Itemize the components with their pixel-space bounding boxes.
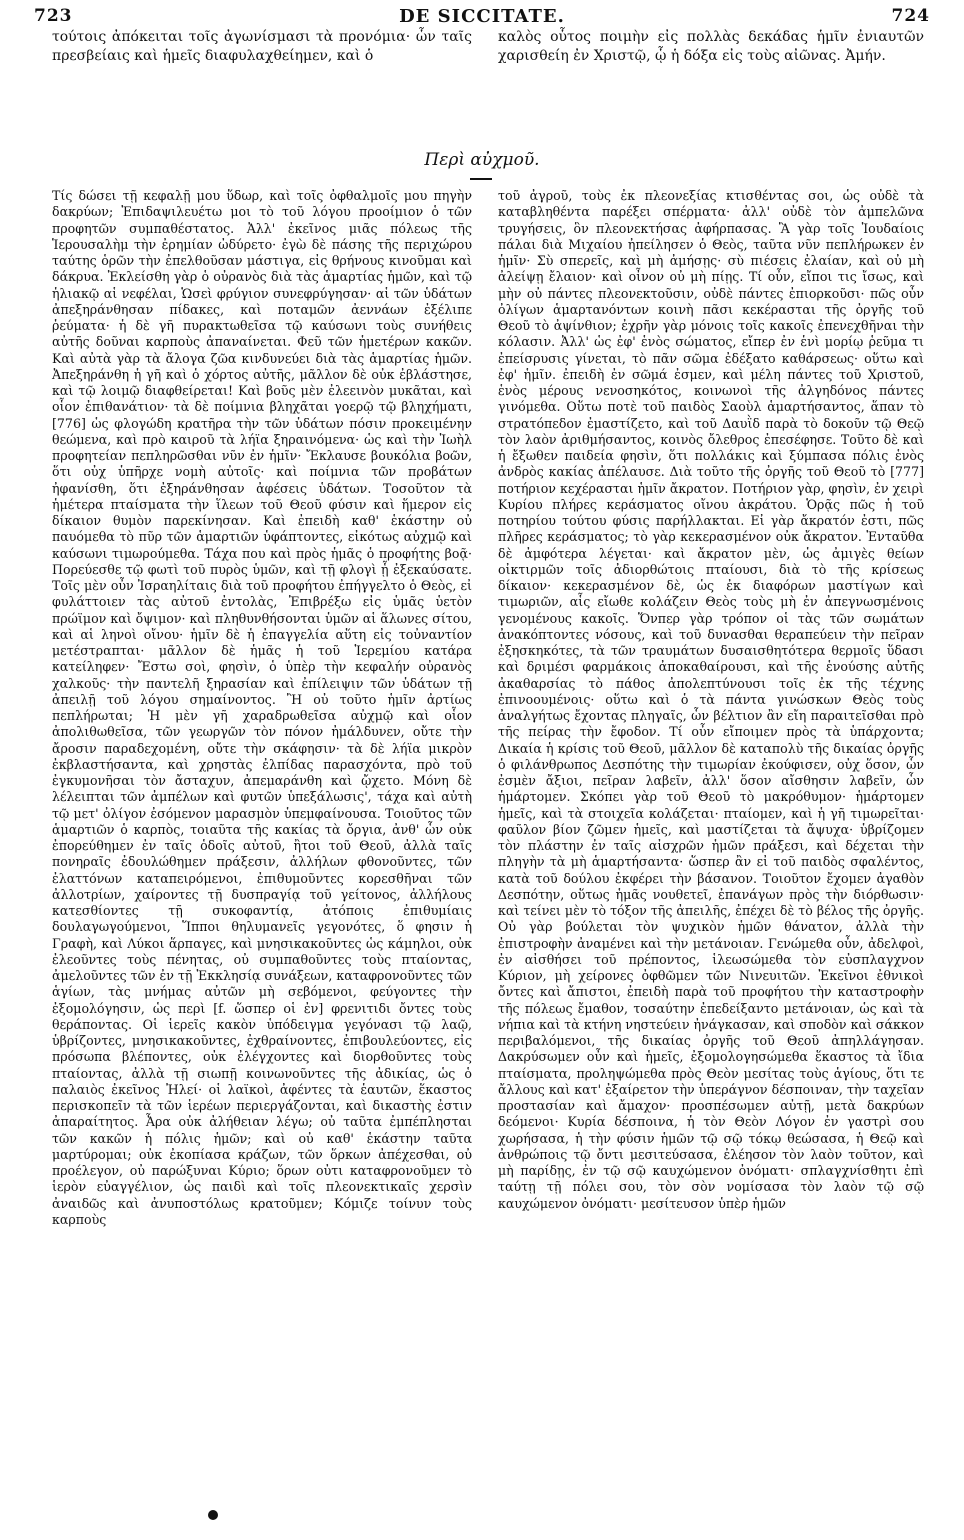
body-text-right: τοῦ ἀγροῦ, τοὺς ἐκ πλεονεξίας κτισθέντας σοι, ὡς οὐδὲ τὰ καταβληθέντα παρέξει σπέρματα· ἀλλ' οὐδὲ τὸν ἀμπελῶνα τρυγήσεις, ὃν πλεονεκτήσας ἀφήρπασας. Ἃ γὰρ τοῖς Ἰουδαίοις πάλαι διὰ Μιχαίου ἠπείλησεν ὁ Θεὸς, ταῦτα νῦν πεπλήρωκεν ἐν ἡμῖν· Σὺ σπερεῖς, καὶ μὴ ἀμήσῃς· σὺ πιέσεις ἐλαίαν, καὶ οὐ μὴ ἀλείψῃ ἔλαιον· καὶ οἶνον οὐ μὴ πίῃς. Τί οὖν, εἴποι τις ἴσως, καὶ μὴν οὐ πάντες πλεονεκτοῦσιν, οὐδὲ πάντες ἐπιορκοῦσι· πῶς οὖν ὀλίγων ἁμαρτανόντων κοινὴ πᾶσι κεκέρασται τῆς ὀργῆς τοῦ Θεοῦ τὸ ἀψίνθιον; ἐχρῆν γὰρ μόνοις τοῖς κακοῖς ἐπενεχθῆναι τὴν κόλασιν. Ἀλλ' ὡς ἐφ' ἑνὸς σώματος, εἴπερ ἐν ἑνὶ μορίῳ ῥεῦμα τι ἐπείσρυσις γίνεται, τὸ πᾶν σῶμα ἐδέξατο καθάρσεως· οὕτω καὶ ἐφ' ἡμῖν. ἐπειδὴ ἐν σῶμά ἐσμεν, καὶ μέλη πάντες τοῦ Χριστοῦ, ἑνὸς μέρους νενοσηκότος, κοινωνοὶ τῆς ἀλγηδόνος πάντες γινόμεθα. Οὕτω ποτὲ τοῦ παιδὸς Σαοὺλ ἁμαρτήσαντος, ἅπαν τὸ στρατόπεδον ἐμαστίζετο, καὶ τοῦ Δαυῒδ παρὰ τὸ δοκοῦν τῷ Θεῷ τὸν λαὸν ἀριθμήσαντος, κοινὸς ὄλεθρος ἐπεσέφησε. Τοῦτο δὲ καὶ ἡ ἔξωθεν παιδεία φησὶν, ὅτι πολλάκις καὶ ξύμπασα πόλις ἑνὸς ἀνδρὸς κακίας ἀπέλαυσε. Διὰ τοῦτο τῆς ὀργῆς τοῦ Θεοῦ τὸ [777] ποτήριον κεχέρασται ἡμῖν ἄκρατον. Ποτήριον γὰρ, φησὶν, ἐν χειρὶ Κυρίου πλήρες κεράσματος οἴνου ἀκράτου. Ὁρᾷς πῶς ἡ τοῦ ποτηρίου τούτου φύσις παρήλλακται. Εἰ γὰρ ἄκρατόν ἐστι, πῶς πλῆρες κεράσματος; τὸ γὰρ κεκερασμένον οὐκ ἄκρατον. Ἐνταῦθα δὲ ἀμφότερα λέγεται· καὶ ἄκρατον μὲν, ὡς ἀμιγὲς θείων οἰκτιρμῶν τοῖς ἀδιορθώτοις πταίουσι, διὰ τὸ τῆς κρίσεως δίκαιον· κεκερασμένον δὲ, ὡς ἐκ διαφόρων μαστίγων καὶ τιμωριῶν, αἷς εἴωθε κολάζειν Θεὸς τοὺς μὴ ἐν ἀπεγνωσμένοις γενομένους κακοῖς. Ὅνπερ γὰρ τρόπον οἱ τὰς τῶν σωμάτων ἀνακόπτοντες νόσους, καὶ τοῦ δυνασθαι θεραπεύειν τὴν πεῖραν ἐξησκηκότες, τὰ τῶν τραυμάτων δυσαισθητότερα θερμοῖς ὕδασι καὶ δριμέσι φαρμάκοις ἀποκαθαίρουσι, καὶ τῆς ἑνούσης αὐτῆς ἀκαθαρσίας τὸ πάθος ἀπολεπτύνουσι τοῖς ἐκ τῆς τέχνης ἐπινοουμένοις· οὕτω καὶ ὁ τὰ πάντα γινώσκων Θεὸς τοὺς ἀναλγήτως ἔχοντας πληγαῖς, ὧν βέλτιον ἂν εἴη παραιτεῖσθαι πρὸ τῆς πείρας τὴν ἔφοδον. Τί οὖν εἴποιμεν πρὸς τὰ ὑπάρχοντα; Δικαία ἡ κρίσις τοῦ Θεοῦ, μᾶλλον δὲ καταπολὺ τῆς δικαίας ὀργῆς ὁ φιλάνθρωπος Δεσπότης τὴν τιμωρίαν ἐκούφισεν, οὐχ ὅσον, ὧν ἐσμὲν ἄξιοι, πεῖραν λαβεῖν, ἀλλ' ὅσον αἴσθησιν λαβεῖν, ὧν ἡμάρτομεν. Σκόπει γὰρ τοῦ Θεοῦ τὸ μακρόθυμον· ἡμάρτομεν ἡμεῖς, καὶ τὰ στοιχεῖα κολάζεται· πταίομεν, καὶ ἡ γῆ τιμωρεῖται· φαῦλον βίον ζῶμεν ἡμεῖς, καὶ μαστίζεται τὰ ἄψυχα· ὑβρίζομεν τὸν πλάστην ἐν ταῖς αἰσχρῶν ἡμῶν πράξεσι, καὶ δέχεται τὴν πληγὴν τὰ μὴ ἁμαρτήσαντα· ὥσπερ ἂν εἰ τοῦ παιδὸς σφαλέντος, κατὰ τοῦ δούλου ἐκφέρει τὴν βάσανον. Τοιοῦτον ἔχομεν ἀγαθὸν Δεσπότην, οὕτως ἡμᾶς νουθετεῖ, ἐπανάγων πρὸς τὴν διόρθωσιν· καὶ τείνει μὲν τὸ τόξον τῆς ἀπειλῆς, ἐπέχει δὲ τὸ βέλος τῆς ὀργῆς. Οὐ γὰρ βούλεται τὸν ψυχικὸν ἡμῶν θάνατον, ἀλλὰ τὴν ἐπιστροφὴν ἀναμένει καὶ τὴν μετάνοιαν. Γενώμεθα οὖν, ἀδελφοὶ, ἐν αἰσθήσει τοῦ πρέποντος, ἱλεωσώμεθα τὸν εὐσπλαγχνον Κύριον, μὴ χείρονες ὀφθῶμεν τῶν Νινευιτῶν. Ἐκεῖνοι ἐθνικοὶ ὄντες καὶ ἄπιστοι, ἐπειδὴ παρὰ τοῦ προφήτου τὴν καταστροφὴν τῆς πόλεως ἔμαθον, τοσαύτην ἐπεδείξαντο μετάνοιαν, ὡς καὶ τὰ νήπια καὶ τὰ κτήνη νηστεύειν ἠνάγκασαν, καὶ σποδὸν καὶ σάκκον περιβαλόμενοι, τῆς δικαίας ὀργῆς τοῦ Θεοῦ ἀπηλλάγησαν. Δακρύσωμεν οὖν καὶ ἡμεῖς, ἐξομολογησώμεθα ἕκαστος τὰ ἴδια πταίσματα, προληψώμεθα πρὸς Θεὸν μεσίτας τοὺς ἁγίους, ὅτι τε ἄλλους καὶ κατ' ἐξαίρετον τὴν ὑπεράγνον δέσποιναν, τὴν ταχεῖαν προστασίαν καὶ ἄμαχον· προσπέσωμεν αὐτῇ, μετὰ δακρύων δεόμενοι· Κυρία δέσποινα, ἡ τὸν Θεὸν Λόγον ἐν γαστρὶ σου χωρήσασα, ἡ τὴν φύσιν ἡμῶν τῷ σῷ τόκῳ θεώσασα, ἡ Θεῷ καὶ ἀνθρώποις τῷ ὄντι μεσιτεύσασα, ἐλέησον τὸν λαὸν τοῦτον, καὶ μὴ παρίδῃς, ἐν τῷ σῷ καυχώμενον ὀνόματι· σπλαγχνίσθητι ἐπὶ ταύτῃ τῇ πόλει σου, τὸν σὸν νομίσασα τὸν λαὸν τῷ σῷ καυχώμενον ὀνόματι· μεσίτευσον ὑπὲρ ἡμῶν — [498, 188, 924, 1211]
title-rule — [470, 178, 492, 180]
top-continuation-right: καλὸς οὗτος ποιμὴν εἰς πολλὰς δεκάδας ἡμῖν ἐνιαυτῶν χαρισθείη ἐν Χριστῷ, ᾧ ἡ δόξα εἰς τοὺς αἰῶνας. Ἀμήν. — [498, 29, 924, 64]
running-head: DE SICCITATE. — [399, 6, 565, 27]
ink-dot — [208, 1510, 218, 1520]
page-number-right: 724 — [891, 6, 930, 26]
page-number-left: 723 — [34, 6, 73, 26]
body-column-left — [52, 188, 472, 1228]
top-continuation-left: τούτοις ἀπόκειται τοῖς ἀγωνίσμασι τὰ προνόμια· ὧν ταῖς πρεσβείαις καὶ ἡμεῖς διαφυλαχθείημεν, καὶ ὁ — [52, 29, 472, 64]
body-column-right — [498, 188, 924, 1212]
section-title: Περὶ αὐχμοῦ. — [424, 150, 540, 170]
body-text-left: Τίς δώσει τῇ κεφαλῇ μου ὕδωρ, καὶ τοῖς ὀφθαλμοῖς μου πηγὴν δακρύων; Ἐπιδαψιλευέτω μοι τὸ τοῦ λόγου προοίμιον ὁ τῶν προφητῶν συμπαθέστατος. Ἀλλ' ἐκεῖνος μιᾶς πόλεως τῆς Ἱερουσαλὴμ τὴν ἐρημίαν ὠδύρετο· ἐγὼ δὲ πάσης τῆς περιχώρου ταύτης ὁρῶν τὴν ἐπελθοῦσαν μάστιγα, εἰς θρήνους κινοῦμαι καὶ δάκρυα. Ἐκλείσθη γὰρ ὁ οὐρανὸς διὰ τὰς ἁμαρτίας ἡμῶν, καὶ τῷ ἡλιακῷ αἱ νεφέλαι, Ὡσεὶ φρύγιον συνεφρύγησαν· αἱ τῶν ὑδάτων ἀπεξηράνθησαν πίδακες, καὶ ποταμῶν ἀεννάων ἐξέλιπε ῥεύματα· ἡ δὲ γῆ πυρακτωθεῖσα τῷ καύσωνι τοὺς συνήθεις αὐτῆς δοῦναι καρποὺς ἀπαναίνεται. Φεῦ τῶν ἡμετέρων κακῶν. Καὶ αὐτὰ γὰρ τὰ ἄλογα ζῶα κινδυνεύει διὰ τὰς ἁμαρτίας ἡμῶν. Ἀπεξηράνθη ἡ γῆ καὶ ὁ χόρτος αὐτῆς, μᾶλλον δὲ οὐκ ἐβλάστησε, καὶ τῷ λοιμῷ διαφθείρεται! Καὶ βοῦς μὲν ἐλεεινὸν μυκᾶται, καὶ οἷον ἐπιθανάτιον· τὰ δὲ ποίμνια βληχᾶται γοερῷ τῷ βληχήματι, [776] ὡς φλογώδη κρατῆρα τὴν τῶν ὑδάτων πόσιν προκειμένην θεώμενα, καὶ πρὸ καιροῦ τὰ λήϊα ξηραινόμενα· ὡς καὶ τὴν Ἰωὴλ προφητείαν πεπληρῶσθαι νῦν ἐν ἡμῖν· Ἔκλαυσε βουκόλια βοῶν, ὅτι οὐχ ὑπῆρχε νομὴ αὐτοῖς· καὶ ποίμνια τῶν προβάτων ἠφανίσθη, ὅτι ἐξηράνθησαν ἀφέσεις ὑδάτων. Τοσοῦτον τὰ ἡμέτερα πταίσματα τὴν ἵλεων τοῦ Θεοῦ φύσιν καὶ ἥμερον εἰς δίκαιον θυμὸν παρεκίνησαν. Καὶ ἐπειδὴ καθ' ἑκάστην οὐ παυόμεθα τὸ πῦρ τῶν ἁμαρτιῶν ὑφάπτοντες, εἰκότως αὐχμῷ καὶ καύσωνι τιμωρούμεθα. Τάχα που καὶ πρὸς ἡμᾶς ὁ προφήτης βοᾷ· Πορεύεσθε τῷ φωτὶ τοῦ πυρὸς ὑμῶν, καὶ τῇ φλογὶ ᾗ ἐξεκαύσατε. Τοῖς μὲν οὖν Ἰσραηλίταις διὰ τοῦ προφήτου ἐπήγγελτο ὁ Θεὸς, εἰ φυλάττοιεν τὰς αὐτοῦ ἐντολὰς, Ἐπιβρέξω εἰς ὑμᾶς ὑετὸν πρώϊμον καὶ ὄψιμον· καὶ πληθυνθήσονται ὑμῶν αἱ ἅλωνες σίτου, καὶ αἱ ληνοὶ οἴνου· ἡμῖν δὲ ἡ ἐπαγγελία αὕτη εἰς τοὐναντίον μετέστραπται· μᾶλλον δὲ ἡμᾶς ἡ τοῦ Ἱερεμίου κατάρα κατείληφεν· Ἔστω σοὶ, φησὶν, ὁ ὑπὲρ τὴν κεφαλήν οὐρανὸς χαλκοῦς· τὴν παντελῆ ξηρασίαν καὶ ἐπίλειψιν τῶν ὑδάτων τῇ ἀπειλῇ τοῦ λόγου σημαίνοντος. Ἢ οὐ τοῦτο ἡμῖν ἀρτίως πεπλήρωται; Ἡ μὲν γῆ χαραδρωθεῖσα αὐχμῷ καὶ οἷον ἀπολιθωθεῖσα, τῶν γεωργῶν τὸν πόνον ἠμάλδυνεν, οὔτε τὴν ἄροσιν παραδεχομένη, οὔτε τὴν σκάφησιν· τὰ δὲ λήϊα μικρὸν ἐκβλαστήσαντα, καὶ χρηστὰς ἐλπίδας παρασχόντα, πρὸ τοῦ ἐγκυμονῆσαι τὸν ἄσταχυν, ἀπεμαράνθη καὶ ᾤχετο. Μόνη δὲ λέλειπται τῶν ἀμπέλων καὶ φυτῶν ὑπεξάλωσις', τάχα καὶ αὐτὴ τῷ μετ' ὀλίγον ἐσόμενον μαρασμὸν ὑπεμφαίνουσα. Τοιοῦτος τῶν ἁμαρτιῶν ὁ καρπὸς, τοιαῦτα τῆς κακίας τὰ ὄργια, ἀνθ' ὧν οὐκ ἐπορεύθημεν ἐν ταῖς ὁδοῖς αὐτοῦ, ἢτοι τοῦ Θεοῦ, ἀλλὰ ταῖς πονηραῖς ἐδουλώθημεν πράξεσιν, ἀλλήλων φθονοῦντες, τῶν ἐλαττόνων καταπειρόμενοι, ἐπιθυμοῦντες κορεσθῆναι τῶν ἀλλοτρίων, χαίροντες τῇ δυσπραγίᾳ τοῦ γείτονος, ἀλλήλους κατεσθίοντες τῇ συκοφαντίᾳ, ἀτόποις ἐπιθυμίαις δουλαγωγούμενοι, Ἵπποι θηλυμανεῖς γεγονότες, ὅ φησιν ἡ Γραφὴ, καὶ Λύκοι ἅρπαγες, καὶ μνησικακοῦντες ὡς κάμηλοι, οὐκ ἐλεοῦντες τοὺς πένητας, οὐ συμπαθοῦντες τοὺς πταίοντας, ἀμελοῦντες τῶν ἐν τῇ Ἐκκλησίᾳ συνάξεων, καταφρονοῦντες τῶν ἁγίων, τὰς μνήμας αὐτῶν μὴ σεβόμενοι, φεύγοντες τὴν ἐξομολόγησιν, ὡς περὶ [f. ὥσπερ οἱ ἐν] φρενιτιδι ὄντες τοὺς θεράποντας. Οἱ ἱερεῖς κακὸν ὑπόδειγμα γεγόνασι τῷ λαῷ, ὑβρίζοντες, μνησικακοῦντες, ἐχθραίνοντες, ἐπιβουλεύοντες, εἰς πρόσωπα βλέποντες, οὐκ ἐλέγχοντες καὶ διορθοῦντες τοὺς πταίοντας, ἀλλὰ τῇ σιωπῇ κοινωνοῦντες τῆς ἀδικίας, ὡς ὁ παλαιὸς ἐκεῖνος Ἠλεί· οἱ λαϊκοὶ, ἀφέντες τὰ ἑαυτῶν, ἕκαστος περισκοπεῖν τὰ τῶν ἱερέων περιεργάζονται, καὶ δικαστὴς ἐστιν ἀπαραίτητος. Ἆρα οὐκ ἀλήθειαν λέγω; οὐ ταῦτα ἐμπέπλησται τῶν κακῶν ἡ πόλις ἡμῶν; καὶ οὐ καθ' ἑκάστην ταῦτα μαρτύρομαι; οὐκ ἐκοπίασα κράζων, τῶν ὅρκων ἀπέχεσθαι, οὐ προέλεγον, οὐ παρώξυναι Κύριο; ὅρων οὐτι καταφρονοῦμεν τὸ ἱερὸν εὐαγγέλιον, ὡς παιδὶ καὶ τοῖς πλεονεκτικαῖς χερσὶν ἀναιδῶς καὶ ἀνυποστόλως κρατοῦμεν; Κόμιζε τοίνυν τοὺς καρποὺς — [52, 188, 472, 1227]
